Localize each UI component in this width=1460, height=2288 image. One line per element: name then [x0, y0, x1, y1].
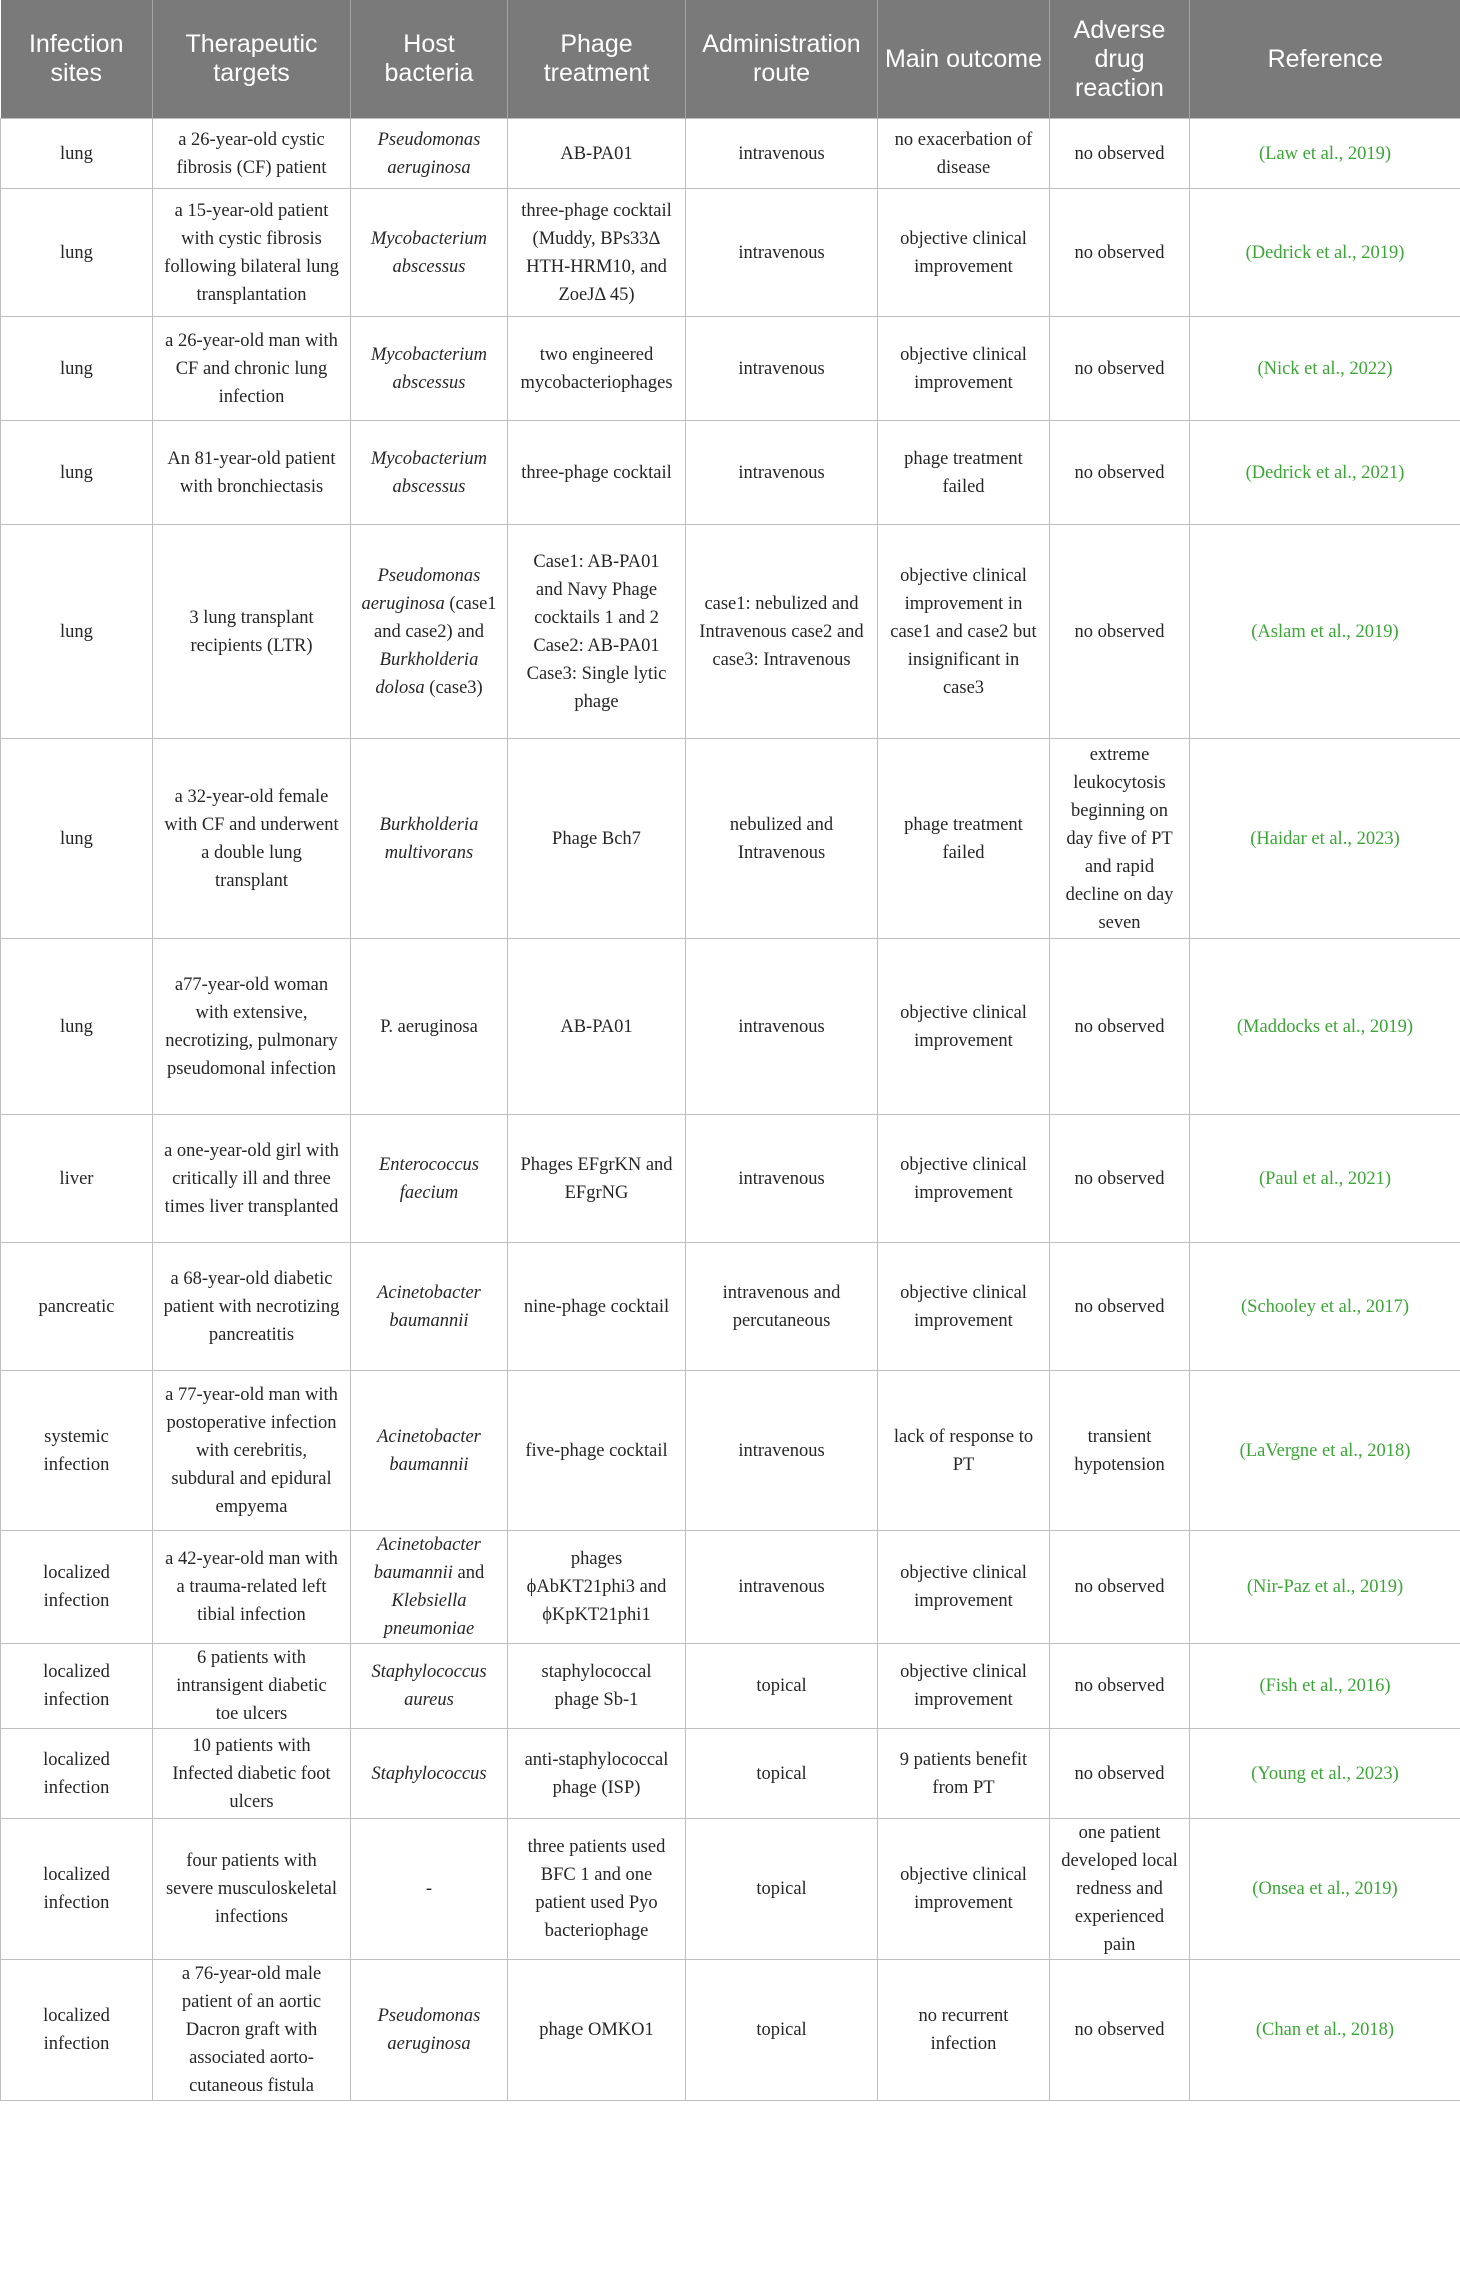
cell-reference — [1190, 421, 1460, 525]
cell-main-outcome: no exacerbation of disease — [878, 119, 1050, 189]
reference-link[interactable]: (Young et al., 2023) — [1251, 1763, 1399, 1784]
cell-infection-site: localized infection — [1, 1729, 153, 1819]
cell-main-outcome: objective clinical improvement — [878, 1644, 1050, 1729]
cell-therapeutic-target: four patients with severe musculoskeletal infections — [153, 1819, 351, 1960]
table-row — [1, 939, 1460, 1115]
cell-host-bacteria — [351, 1644, 508, 1729]
cell-phage-treatment: anti-staphylococcal phage (ISP) — [508, 1729, 686, 1819]
cell-infection-site: localized infection — [1, 1531, 153, 1644]
cell-reference — [1190, 189, 1460, 317]
cell-adverse-reaction: no observed — [1050, 1960, 1190, 2101]
cell-host-bacteria — [351, 1115, 508, 1243]
host-name: P. aeruginosa — [380, 1016, 478, 1037]
cell-phage-treatment: AB-PA01 — [508, 939, 686, 1115]
table-header — [1, 0, 1460, 119]
cell-adverse-reaction: no observed — [1050, 525, 1190, 739]
host-name: Burkholderia dolosa — [375, 649, 479, 698]
reference-link[interactable]: (Fish et al., 2016) — [1259, 1676, 1391, 1696]
cell-reference — [1190, 317, 1460, 421]
reference-link[interactable]: (Schooley et al., 2017) — [1241, 1296, 1409, 1317]
reference-link[interactable]: (Paul et al., 2021) — [1258, 1168, 1392, 1189]
cell-adverse-reaction: no observed — [1050, 1115, 1190, 1243]
cell-phage-treatment: nine-phage cocktail — [508, 1243, 686, 1371]
cell-adverse-reaction: no observed — [1050, 1729, 1190, 1819]
cell-infection-site: lung — [1, 189, 153, 317]
cell-adverse-reaction: no observed — [1050, 1531, 1190, 1644]
host-name: Pseudomonas aeruginosa — [361, 565, 481, 614]
header-main-outcome: Main outcome — [878, 0, 1050, 119]
cell-host-bacteria — [351, 1531, 508, 1644]
host-note: and — [452, 1563, 485, 1583]
cell-phage-treatment: three-phage cocktail — [508, 421, 686, 525]
cell-phage-treatment: two engineered mycobacteriophages — [508, 317, 686, 421]
cell-reference — [1190, 119, 1460, 189]
header-reference: Reference — [1190, 0, 1460, 119]
cell-main-outcome: objective clinical improvement — [878, 1819, 1050, 1960]
cell-infection-site: lung — [1, 421, 153, 525]
reference-link[interactable]: (Haidar et al., 2023) — [1250, 828, 1400, 849]
host-name: Staphylococcus — [371, 1763, 487, 1784]
table-row — [1, 739, 1460, 939]
table-row — [1, 1115, 1460, 1243]
cell-infection-site: lung — [1, 525, 153, 739]
cell-host-bacteria — [351, 421, 508, 525]
table-row — [1, 1531, 1460, 1644]
cell-adverse-reaction: transient hypotension — [1050, 1371, 1190, 1531]
cell-phage-treatment: five-phage cocktail — [508, 1371, 686, 1531]
cell-therapeutic-target: a 76-year-old male patient of an aortic Dacron graft with associated aorto-cutaneous fistula — [153, 1960, 351, 2101]
cell-reference — [1190, 939, 1460, 1115]
cell-infection-site: localized infection — [1, 1960, 153, 2101]
cell-therapeutic-target: a 26-year-old man with CF and chronic lung infection — [153, 317, 351, 421]
cell-reference — [1190, 1371, 1460, 1531]
table-row — [1, 119, 1460, 189]
cell-infection-site: localized infection — [1, 1644, 153, 1729]
header-row — [1, 0, 1460, 119]
host-name: Mycobacterium abscessus — [370, 344, 488, 393]
host-name: Acinetobacter baumannii — [377, 1426, 481, 1475]
cell-main-outcome: phage treatment failed — [878, 739, 1050, 939]
cell-reference — [1190, 1729, 1460, 1819]
cell-main-outcome: phage treatment failed — [878, 421, 1050, 525]
cell-main-outcome: objective clinical improvement — [878, 1243, 1050, 1371]
cell-adverse-reaction: no observed — [1050, 1243, 1190, 1371]
reference-link[interactable]: (Dedrick et al., 2021) — [1245, 462, 1405, 483]
reference-link[interactable]: (Maddocks et al., 2019) — [1236, 1016, 1414, 1037]
cell-host-bacteria — [351, 1243, 508, 1371]
reference-link[interactable]: (LaVergne et al., 2018) — [1239, 1440, 1411, 1461]
cell-phage-treatment: AB-PA01 — [508, 119, 686, 189]
cell-reference — [1190, 1819, 1460, 1960]
cell-administration-route: intravenous — [686, 939, 878, 1115]
cell-administration-route: intravenous — [686, 119, 878, 189]
cell-host-bacteria — [351, 189, 508, 317]
table-row — [1, 421, 1460, 525]
cell-therapeutic-target: a 42-year-old man with a trauma-related left tibial infection — [153, 1531, 351, 1644]
cell-main-outcome: objective clinical improvement — [878, 1115, 1050, 1243]
cell-therapeutic-target: a 77-year-old man with postoperative infection with cerebritis, subdural and epidural empyema — [153, 1371, 351, 1531]
cell-reference — [1190, 739, 1460, 939]
cell-infection-site: pancreatic — [1, 1243, 153, 1371]
cell-reference — [1190, 1115, 1460, 1243]
reference-link[interactable]: (Nick et al., 2022) — [1257, 358, 1393, 379]
host-name: Mycobacterium abscessus — [370, 448, 488, 497]
cell-phage-treatment: three-phage cocktail (Muddy, BPs33Δ HTH-HRM10, and ZoeJΔ 45) — [508, 189, 686, 317]
cell-main-outcome: no recurrent infection — [878, 1960, 1050, 2101]
cell-reference — [1190, 1243, 1460, 1371]
cell-administration-route: topical — [686, 1644, 878, 1729]
cell-administration-route: intravenous — [686, 317, 878, 421]
cell-main-outcome: objective clinical improvement — [878, 189, 1050, 317]
host-name: Acinetobacter baumannii — [373, 1535, 481, 1583]
table-row — [1, 1644, 1460, 1729]
cell-main-outcome: objective clinical improvement in case1 and case2 but insignificant in case3 — [878, 525, 1050, 739]
cell-host-bacteria — [351, 1729, 508, 1819]
cell-adverse-reaction: no observed — [1050, 1644, 1190, 1729]
cell-administration-route: nebulized and Intravenous — [686, 739, 878, 939]
cell-infection-site: systemic infection — [1, 1371, 153, 1531]
cell-host-bacteria — [351, 739, 508, 939]
cell-phage-treatment: phages ϕAbKT21phi3 and ϕKpKT21phi1 — [508, 1531, 686, 1644]
cell-phage-treatment: Case1: AB-PA01 and Navy Phage cocktails 1 and 2 Case2: AB-PA01 Case3: Single lytic phage — [508, 525, 686, 739]
cell-administration-route: topical — [686, 1960, 878, 2101]
table-row — [1, 189, 1460, 317]
reference-link[interactable]: (Onsea et al., 2019) — [1252, 1879, 1398, 1899]
cell-phage-treatment: three patients used BFC 1 and one patient used Pyo bacteriophage — [508, 1819, 686, 1960]
cell-administration-route: topical — [686, 1729, 878, 1819]
host-name: - — [425, 1879, 433, 1899]
header-therapeutic-targets: Therapeutic targets — [153, 0, 351, 119]
reference-link[interactable]: (Dedrick et al., 2019) — [1245, 242, 1405, 263]
cell-main-outcome: objective clinical improvement — [878, 317, 1050, 421]
cell-main-outcome: lack of response to PT — [878, 1371, 1050, 1531]
cell-administration-route: intravenous — [686, 1371, 878, 1531]
table-row — [1, 1819, 1460, 1960]
reference-link[interactable]: (Law et al., 2019) — [1258, 143, 1392, 164]
host-name: Acinetobacter baumannii — [377, 1282, 481, 1331]
reference-link[interactable]: (Nir-Paz et al., 2019) — [1246, 1577, 1404, 1597]
header-adverse-drug-reaction: Adverse drug reaction — [1050, 0, 1190, 119]
header-administration-route: Administration route — [686, 0, 878, 119]
header-infection-sites: Infection sites — [1, 0, 153, 119]
cell-phage-treatment: Phage Bch7 — [508, 739, 686, 939]
cell-administration-route: intravenous — [686, 1531, 878, 1644]
cell-reference — [1190, 1531, 1460, 1644]
cell-phage-treatment: staphylococcal phage Sb-1 — [508, 1644, 686, 1729]
cell-host-bacteria — [351, 525, 508, 739]
cell-host-bacteria — [351, 1819, 508, 1960]
host-name: Pseudomonas aeruginosa — [377, 129, 481, 178]
cell-infection-site: lung — [1, 317, 153, 421]
table-row — [1, 317, 1460, 421]
cell-infection-site: lung — [1, 119, 153, 189]
cell-adverse-reaction: extreme leukocytosis beginning on day five of PT and rapid decline on day seven — [1050, 739, 1190, 939]
cell-main-outcome: objective clinical improvement — [878, 939, 1050, 1115]
host-name: Burkholderia multivorans — [379, 814, 479, 863]
cell-adverse-reaction: one patient developed local redness and experienced pain — [1050, 1819, 1190, 1960]
header-phage-treatment: Phage treatment — [508, 0, 686, 119]
cell-host-bacteria — [351, 1960, 508, 2101]
table-row — [1, 1960, 1460, 2101]
header-host-bacteria: Host bacteria — [351, 0, 508, 119]
cell-host-bacteria — [351, 1371, 508, 1531]
cell-therapeutic-target: a 15-year-old patient with cystic fibrosis following bilateral lung transplantation — [153, 189, 351, 317]
cell-therapeutic-target: a 26-year-old cystic fibrosis (CF) patient — [153, 119, 351, 189]
cell-therapeutic-target: a 68-year-old diabetic patient with necrotizing pancreatitis — [153, 1243, 351, 1371]
cell-phage-treatment: Phages EFgrKN and EFgrNG — [508, 1115, 686, 1243]
table-row — [1, 1243, 1460, 1371]
cell-therapeutic-target: 6 patients with intransigent diabetic toe ulcers — [153, 1644, 351, 1729]
cell-reference — [1190, 525, 1460, 739]
host-name: Pseudomonas aeruginosa — [377, 2006, 481, 2054]
cell-adverse-reaction: no observed — [1050, 939, 1190, 1115]
reference-link[interactable]: (Aslam et al., 2019) — [1251, 621, 1399, 642]
cell-therapeutic-target: 10 patients with Infected diabetic foot ulcers — [153, 1729, 351, 1819]
host-note: (case3) — [424, 677, 483, 698]
table-body — [1, 119, 1460, 2101]
cell-administration-route: intravenous — [686, 1115, 878, 1243]
host-name: Staphylococcus aureus — [371, 1662, 487, 1710]
cell-administration-route: case1: nebulized and Intravenous case2 and case3: Intravenous — [686, 525, 878, 739]
cell-infection-site: localized infection — [1, 1819, 153, 1960]
cell-infection-site: lung — [1, 739, 153, 939]
cell-main-outcome: 9 patients benefit from PT — [878, 1729, 1050, 1819]
table-row — [1, 525, 1460, 739]
cell-host-bacteria — [351, 939, 508, 1115]
table-row — [1, 1729, 1460, 1819]
cell-host-bacteria — [351, 317, 508, 421]
cell-administration-route: intravenous — [686, 421, 878, 525]
cell-reference — [1190, 1960, 1460, 2101]
cell-adverse-reaction: no observed — [1050, 189, 1190, 317]
cell-main-outcome: objective clinical improvement — [878, 1531, 1050, 1644]
cell-therapeutic-target: 3 lung transplant recipients (LTR) — [153, 525, 351, 739]
cell-adverse-reaction: no observed — [1050, 119, 1190, 189]
cell-therapeutic-target: An 81-year-old patient with bronchiectasis — [153, 421, 351, 525]
cell-administration-route: topical — [686, 1819, 878, 1960]
cell-phage-treatment: phage OMKO1 — [508, 1960, 686, 2101]
cell-adverse-reaction: no observed — [1050, 421, 1190, 525]
cell-therapeutic-target: a 32-year-old female with CF and underwent a double lung transplant — [153, 739, 351, 939]
cell-therapeutic-target: a77-year-old woman with extensive, necrotizing, pulmonary pseudomonal infection — [153, 939, 351, 1115]
cell-infection-site: lung — [1, 939, 153, 1115]
cell-adverse-reaction: no observed — [1050, 317, 1190, 421]
cell-therapeutic-target: a one-year-old girl with critically ill and three times liver transplanted — [153, 1115, 351, 1243]
host-name: Klebsiella pneumoniae — [383, 1591, 475, 1639]
host-name: Mycobacterium abscessus — [370, 228, 488, 277]
cell-administration-route: intravenous and percutaneous — [686, 1243, 878, 1371]
cell-infection-site: liver — [1, 1115, 153, 1243]
host-name: Enterococcus faecium — [379, 1154, 479, 1203]
host-note: (case1 and case2) and — [374, 593, 497, 642]
reference-link[interactable]: (Chan et al., 2018) — [1255, 2020, 1395, 2040]
cell-administration-route: intravenous — [686, 189, 878, 317]
table-row — [1, 1371, 1460, 1531]
cell-host-bacteria — [351, 119, 508, 189]
cell-reference — [1190, 1644, 1460, 1729]
